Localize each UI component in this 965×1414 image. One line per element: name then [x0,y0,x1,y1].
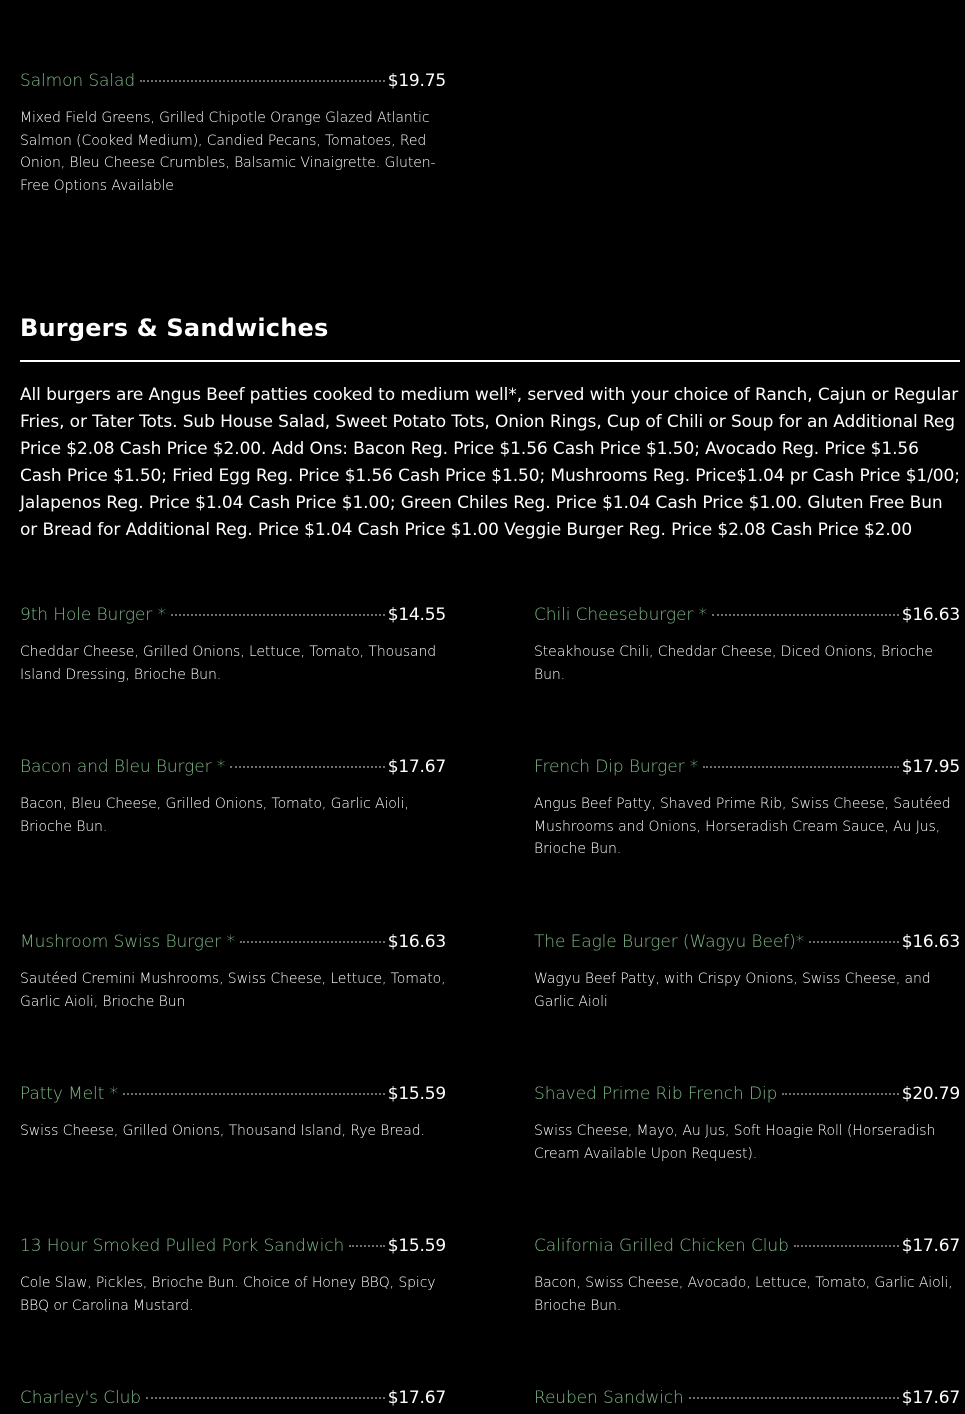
dot-leader [794,1245,899,1247]
menu-item-salmon-salad [20,71,446,197]
menu-item-description: Cole Slaw, Pickles, Brioche Bun. Choice of Honey BBQ, Spicy BBQ or Carolina Mustard. [20,1275,436,1314]
menu-item-description: Bacon, Swiss Cheese, Avocado, Lettuce, Tomato, Garlic Aioli, Brioche Bun. [534,1275,953,1314]
section-intro: All burgers are Angus Beef patties cooked to medium well*, served with your choice of Ranch, Cajun or Regular Fries, or Tater Tots. Sub House Salad, Sweet Potato Tots, Onion Rings, Cup of Chili or Soup for an Additional Reg Price $2.08 Cash Price $2.00. Add Ons: Bacon Reg. Price $1.56 Cash Price $1.50; Avocado Reg. Price $1.56 Cash Price $1.50; Fried Egg Reg. Price $1.56 Cash Price $1.50; Mushrooms Reg. Price$1.04 pr Cash Price $1/00; Jalapenos Reg. Price $1.04 Cash Price $1.00; Green Chiles Reg. Price $1.04 Cash Price $1.00. Gluten Free Bun or Bread for Additional Reg. Price $1.04 Cash Price $1.00 Veggie Burger Reg. Price $2.08 Cash Price $2.00 [20,385,960,540]
menu-item-header [534,1388,960,1414]
dot-leader [140,80,385,82]
menu-item-price: $17.67 [387,1388,446,1408]
menu-item-name: Salmon Salad [20,71,136,91]
menu-item-name: Reuben Sandwich [534,1388,684,1408]
menu-item-price: $16.63 [901,605,960,625]
menu-item-price: $15.59 [387,1084,446,1104]
menu-item-description: Angus Beef Patty, Shaved Prime Rib, Swiss Cheese, Sautéed Mushrooms and Onions, Horseradish Cream Sauce, Au Jus, Brioche Bun. [534,796,951,857]
menu-item-name: 13 Hour Smoked Pulled Pork Sandwich [20,1236,345,1256]
menu-item-header [20,757,446,783]
menu-item-description: Wagyu Beef Patty, with Crispy Onions, Swiss Cheese, and Garlic Aioli [534,971,931,1010]
menu-item-price: $16.63 [387,932,446,952]
menu-item-name: Bacon and Bleu Burger * [20,757,226,777]
menu-item-reuben-sandwich [534,1388,960,1414]
menu-item-price: $19.75 [387,71,446,91]
cropped-previous-content [20,0,420,4]
dot-leader [171,614,385,616]
menu-item-9th-hole-burger [20,605,446,686]
dot-leader [230,766,384,768]
menu-item-name: Charley's Club [20,1388,141,1408]
menu-item-name: California Grilled Chicken Club [534,1236,789,1256]
dot-leader [703,766,899,768]
menu-item-description: Steakhouse Chili, Cheddar Cheese, Diced Onions, Brioche Bun. [534,644,933,683]
menu-item-price: $16.63 [901,932,960,952]
menu-item-pulled-pork-sandwich [20,1236,446,1317]
menu-item-price: $17.67 [387,757,446,777]
dot-leader [809,941,899,943]
menu-item-description: Swiss Cheese, Grilled Onions, Thousand Island, Rye Bread. [20,1123,425,1139]
menu-item-eagle-burger [534,932,960,1013]
menu-item-price: $17.95 [901,757,960,777]
menu-item-header [534,605,960,631]
dot-leader [689,1397,899,1399]
menu-item-patty-melt [20,1084,446,1143]
dot-leader [712,614,899,616]
menu-item-header [20,1084,446,1110]
menu-item-header [20,71,446,97]
menu-item-header [20,932,446,958]
menu-item-description: Sautéed Cremini Mushrooms, Swiss Cheese, Lettuce, Tomato, Garlic Aioli, Brioche Bun [20,971,446,1010]
menu-item-header [20,1388,446,1414]
menu-item-name: French Dip Burger * [534,757,699,777]
dot-leader [123,1093,385,1095]
menu-item-name: Mushroom Swiss Burger * [20,932,235,952]
menu-item-name: The Eagle Burger (Wagyu Beef)* [534,932,804,952]
menu-item-french-dip-burger [534,757,960,861]
menu-item-description: Bacon, Bleu Cheese, Grilled Onions, Tomato, Garlic Aioli, Brioche Bun. [20,796,409,835]
dot-leader [240,941,385,943]
dot-leader [349,1245,385,1247]
section-divider [20,360,960,362]
menu-item-bacon-bleu-burger [20,757,446,838]
menu-item-description: Swiss Cheese, Mayo, Au Jus, Soft Hoagie Roll (Horseradish Cream Available Upon Request). [534,1123,936,1162]
menu-item-price: $17.67 [901,1236,960,1256]
menu-item-charleys-club [20,1388,446,1414]
menu-item-name: 9th Hole Burger * [20,605,166,625]
dot-leader [782,1093,898,1095]
menu-item-prime-rib-french-dip [534,1084,960,1165]
menu-item-header [20,1236,446,1262]
menu-item-name: Chili Cheeseburger * [534,605,707,625]
menu-item-header [20,605,446,631]
menu-item-header [534,932,960,958]
menu-item-price: $20.79 [901,1084,960,1104]
section-title: Burgers & Sandwiches [20,314,329,342]
menu-item-header [534,757,960,783]
menu-item-name: Shaved Prime Rib French Dip [534,1084,778,1104]
menu-item-header [534,1084,960,1110]
menu-item-chili-cheeseburger [534,605,960,686]
menu-item-description: Cheddar Cheese, Grilled Onions, Lettuce, Tomato, Thousand Island Dressing, Brioche Bun. [20,644,437,683]
menu-item-header [534,1236,960,1262]
menu-item-california-chicken-club [534,1236,960,1317]
dot-leader [146,1397,385,1399]
menu-item-price: $17.67 [901,1388,960,1408]
menu-item-name: Patty Melt * [20,1084,118,1104]
menu-item-price: $15.59 [387,1236,446,1256]
menu-item-description: Mixed Field Greens, Grilled Chipotle Orange Glazed Atlantic Salmon (Cooked Medium), Candied Pecans, Tomatoes, Red Onion, Bleu Cheese Crumbles, Balsamic Vinaigrette. Gluten-Free Options Available [20,110,436,194]
menu-item-price: $14.55 [387,605,446,625]
menu-item-mushroom-swiss-burger [20,932,446,1013]
